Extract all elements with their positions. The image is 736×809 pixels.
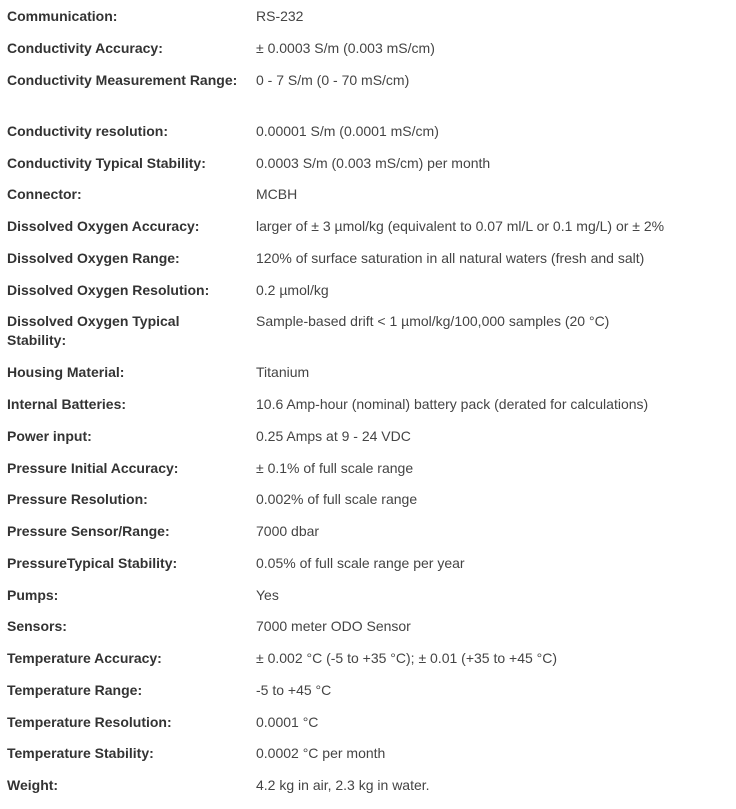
spec-label: Pressure Initial Accuracy: bbox=[7, 460, 179, 476]
spec-value: larger of ± 3 µmol/kg (equivalent to 0.07 ml/L or 0.1 mg/L) or ± 2% bbox=[256, 218, 665, 234]
spec-label: Conductivity Measurement Range: bbox=[7, 72, 238, 88]
spec-label: Pressure Sensor/Range: bbox=[7, 523, 170, 539]
spec-label: Communication: bbox=[7, 8, 118, 24]
spec-label: Housing Material: bbox=[7, 364, 125, 380]
spec-label: Dissolved Oxygen Range: bbox=[7, 250, 180, 266]
spec-value: 0.2 µmol/kg bbox=[256, 282, 329, 298]
spec-value: 0.002% of full scale range bbox=[256, 491, 418, 507]
spec-value: 0.0003 S/m (0.003 mS/cm) per month bbox=[256, 155, 491, 171]
spec-value: 120% of surface saturation in all natural waters (fresh and salt) bbox=[256, 250, 645, 266]
spec-value: Sample-based drift < 1 µmol/kg/100,000 samples (20 °C) bbox=[256, 313, 610, 329]
spec-label: Connector: bbox=[7, 186, 82, 202]
spec-value: ± 0.002 °C (-5 to +35 °C); ± 0.01 (+35 to +45 °C) bbox=[256, 650, 558, 666]
spec-value: 0 - 7 S/m (0 - 70 mS/cm) bbox=[256, 72, 410, 88]
spec-label: Internal Batteries: bbox=[7, 396, 127, 412]
spec-label: Dissolved Oxygen Typical Stability: bbox=[7, 313, 180, 348]
spec-value: 0.05% of full scale range per year bbox=[256, 555, 465, 571]
spec-label: Temperature Resolution: bbox=[7, 714, 172, 730]
spec-value: 7000 meter ODO Sensor bbox=[256, 618, 411, 634]
spec-label: Sensors: bbox=[7, 618, 67, 634]
spec-value: 4.2 kg in air, 2.3 kg in water. bbox=[256, 777, 430, 793]
spec-value: 0.0001 °C bbox=[256, 714, 319, 730]
spec-value: ± 0.0003 S/m (0.003 mS/cm) bbox=[256, 40, 435, 56]
spec-value: Titanium bbox=[256, 364, 310, 380]
spec-value: 0.0002 °C per month bbox=[256, 745, 386, 761]
spec-label: Dissolved Oxygen Accuracy: bbox=[7, 218, 200, 234]
spec-label: Pressure Resolution: bbox=[7, 491, 148, 507]
spec-value: MCBH bbox=[256, 186, 298, 202]
spec-value: -5 to +45 °C bbox=[256, 682, 332, 698]
spec-label: PressureTypical Stability: bbox=[7, 555, 178, 571]
spec-label: Temperature Accuracy: bbox=[7, 650, 162, 666]
spec-value: ± 0.1% of full scale range bbox=[256, 460, 414, 476]
spec-value: 7000 dbar bbox=[256, 523, 320, 539]
spec-label: Conductivity Typical Stability: bbox=[7, 155, 206, 171]
spec-label: Pumps: bbox=[7, 587, 59, 603]
spec-value: 0.00001 S/m (0.0001 mS/cm) bbox=[256, 123, 439, 139]
spec-label: Temperature Stability: bbox=[7, 745, 154, 761]
spec-label: Temperature Range: bbox=[7, 682, 143, 698]
spec-value: 0.25 Amps at 9 - 24 VDC bbox=[256, 428, 411, 444]
spec-label: Conductivity Accuracy: bbox=[7, 40, 163, 56]
spec-label: Conductivity resolution: bbox=[7, 123, 168, 139]
spec-value: Yes bbox=[256, 587, 279, 603]
spec-label: Dissolved Oxygen Resolution: bbox=[7, 282, 210, 298]
spec-value: RS-232 bbox=[256, 8, 304, 24]
spec-value: 10.6 Amp-hour (nominal) battery pack (derated for calculations) bbox=[256, 396, 649, 412]
spec-label: Weight: bbox=[7, 777, 59, 793]
spec-label: Power input: bbox=[7, 428, 92, 444]
